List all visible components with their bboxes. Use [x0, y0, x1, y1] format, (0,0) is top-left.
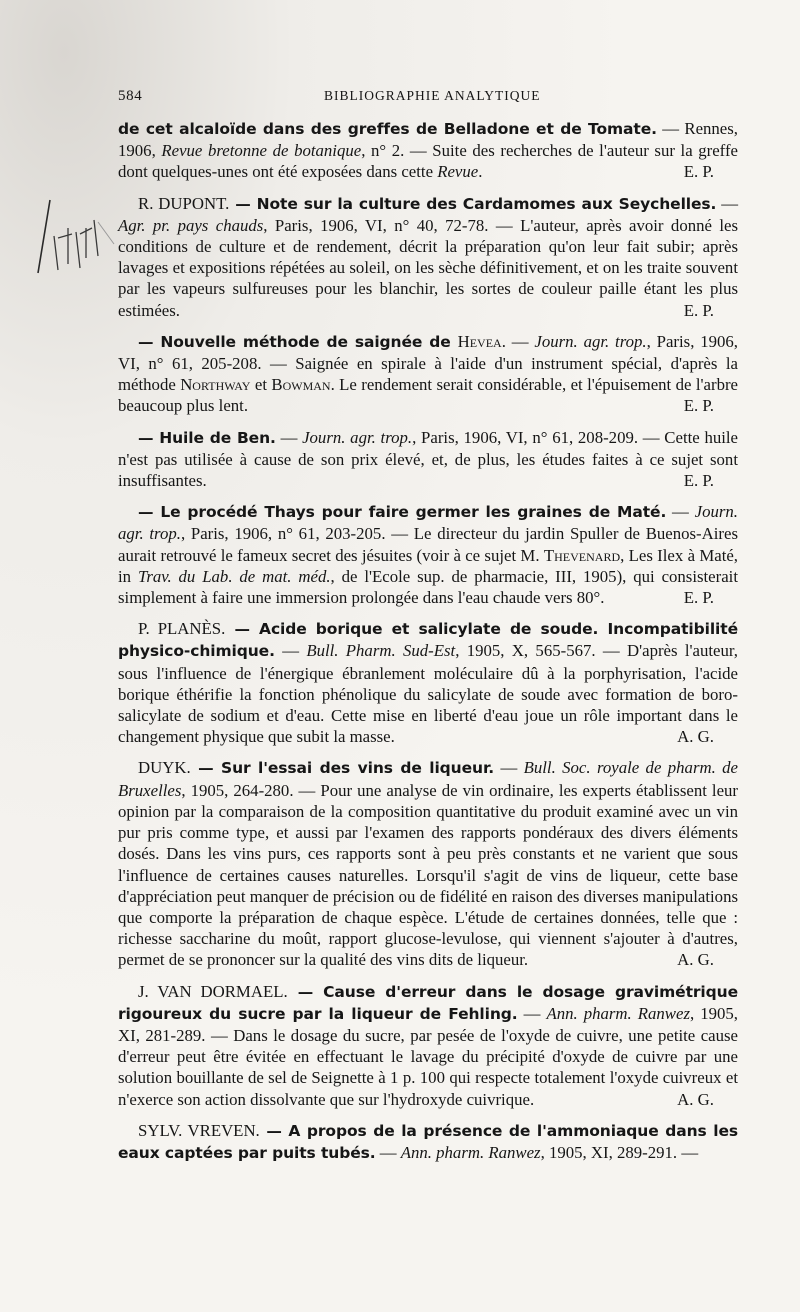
bibliography-entry: SYLV. VREVEN. — A propos de la présence de l'ammoniaque dans les eaux captées par puits tubés. — Ann. pharm. Ranwez, 1905, XI, 289-291. —: [118, 1120, 739, 1162]
entry-author: SYLV. VREVEN.: [138, 1120, 260, 1140]
journal-name: Bull. Pharm. Sud-Est: [306, 641, 456, 661]
bibliography-entry: de cet alcaloïde dans des greffes de Belladone et de Tomate. — Rennes, 1906, Revue bretonne de botanique, n° 2. — Suite des recherches de l'auteur sur la greffe dont quelques-unes ont été exposées dans cette Revue. E. P.: [118, 119, 739, 182]
reviewer-initials: E. P.: [683, 588, 714, 608]
journal-name: Journ. agr. trop.: [534, 331, 647, 351]
journal-name: Revue bretonne de botanique: [161, 141, 362, 161]
entry-title: — Acide borique et salicylate de soude. Incompatibilité physico-chimique.: [118, 620, 738, 661]
entry-author: J. VAN DORMAEL.: [138, 981, 288, 1001]
bibliography-entry: P. PLANÈS. — Acide borique et salicylate de soude. Incompatibilité physico-chimique. — Bull. Pharm. Sud-Est, 1905, X, 565-567. — D'après l'auteur, sous l'influence de l'énergique ébranlement moléculaire dû à la porphyrisation, l'acide borique éthérifie la fonction phénolique du salicylate de soude avec formation de boro-salicylate de sodium et d'eau. Cette mise en liberté d'eau joue un rôle important dans le changement physique que subit la masse. A. G.: [118, 619, 738, 747]
bibliography-entry: — Nouvelle méthode de saignée de Hevea. — Journ. agr. trop., Paris, 1906, VI, n° 61, 205-208. — Saignée en spirale à l'aide d'un instrument spécial, d'après la méthode Northway et Bowman. Le rendement serait considérable, et l'épuisement de l'arbre beaucoup plus lent. E. P.: [118, 331, 738, 416]
reviewer-initials: E. P.: [683, 300, 714, 320]
journal-name: Journ. agr. trop.: [302, 427, 413, 447]
bibliography-entry: R. DUPONT. — Note sur la culture des Cardamomes aux Seychelles. — Agr. pr. pays chauds, Paris, 1906, VI, n° 40, 72-78. — L'auteur, après avoir donné les conditions de culture et de rendement, décrit la préparation qu'on leur fait subir; après lavages et expositions répétées au soleil, on les sèche définitivement, et on les traite souvent par les vapeurs sulfureuses pour les blanchir, les sortes de couleur paille étant les plus estimées. E. P.: [118, 193, 739, 320]
entry-author: R. DUPONT.: [138, 193, 230, 213]
entry-author: P. PLANÈS.: [138, 619, 226, 639]
page-number: 584: [118, 88, 143, 104]
journal-name: Bull. Soc. royale de pharm. de Bruxelles: [118, 758, 739, 800]
bibliography-body: [118, 118, 738, 1174]
reviewer-initials: E. P.: [683, 162, 714, 182]
entry-title: de cet alcaloïde dans des greffes de Belladone et de Tomate.: [118, 120, 657, 138]
bibliography-entry: J. VAN DORMAEL. — Cause d'erreur dans le dosage gravimétrique rigoureux du sucre par la liqueur de Fehling. — Ann. pharm. Ranwez, 1905, XI, 281-289. — Dans le dosage du sucre, par pesée de l'oxyde de cuivre, une petite cause d'erreur peut être évitée en effectuant le lavage du précipité d'oxyde de cuivre par une solution bouillante de sel de Seignette à 1 p. 100 qui respecte totalement l'oxyde cuivreux et n'exerce son action dissolvante que sur l'hydroxyde cuivrique. A. G.: [118, 981, 738, 1109]
reviewer-initials: A. G.: [677, 950, 714, 970]
entry-title: — Nouvelle méthode de saignée de: [138, 332, 458, 351]
running-title: BIBLIOGRAPHIE ANALYTIQUE: [324, 88, 541, 103]
entry-title: — Sur l'essai des vins de liqueur.: [190, 759, 495, 778]
journal-name: Journ. agr. trop.: [118, 502, 738, 544]
bibliography-entry: — Le procédé Thays pour faire germer les graines de Maté. — Journ. agr. trop., Paris, 1906, n° 61, 203-205. — Le directeur du jardin Spuller de Buenos-Aires aurait retrouvé le fameux secret des jésuites (voir à ce sujet M. Thevenard, Les Ilex à Maté, in Trav. du Lab. de mat. méd., de l'Ecole sup. de pharmacie, III, 1905), qui consisterait simplement à faire une immersion prolongée dans l'eau chaude vers 80°. E. P.: [118, 502, 739, 608]
entry-title: — Cause d'erreur dans le dosage gravimétrique rigoureux du sucre par la liqueur de Fehling.: [118, 982, 738, 1023]
journal-name: Ann. pharm. Ranwez: [546, 1003, 690, 1023]
reviewer-initials: A. G.: [677, 1089, 714, 1109]
bibliography-entry: — Huile de Ben. — Journ. agr. trop., Paris, 1906, VI, n° 61, 208-209. — Cette huile n'est pas utilisée à cause de son prix élevé, et, de plus, les études faites à ce sujet sont insuffisantes. E. P.: [118, 427, 739, 491]
handwritten-margin-mark: [28, 198, 118, 278]
page-header: [118, 84, 738, 108]
entry-title: — A propos de la présence de l'ammoniaque dans les eaux captées par puits tubés.: [118, 1121, 739, 1162]
reviewer-initials: E. P.: [683, 396, 714, 416]
reviewer-initials: A. G.: [677, 727, 714, 747]
entry-title: — Le procédé Thays pour faire germer les graines de Maté.: [138, 503, 667, 522]
bibliography-entry: DUYK. — Sur l'essai des vins de liqueur. — Bull. Soc. royale de pharm. de Bruxelles, 1905, 264-280. — Pour une analyse de vin ordinaire, les experts établissent leur opinion par la comparaison de la composition quantitative du produit examiné avec un vin pur pris comme type, et aussi par l'examen des rapports pondéraux des divers éléments dosés. Dans les vins purs, ces rapports sont à peu près constants et ne varient que sous l'influence de certaines causes naturelles. Lorsqu'il s'agit de vins de liqueur, cette base d'appréciation peut manquer de précision ou de fidélité en raison des diverses manipulations que comporte la préparation de chaque espèce. L'étude de certaines données, telle que : richesse saccharine du moût, rapport glucose-levulose, qui viennent s'ajouter à d'autres, permet de se prononcer sur la qualité des vins dits de liqueur. A. G.: [118, 758, 739, 970]
entry-title: — Note sur la culture des Cardamomes aux Seychelles.: [229, 194, 717, 213]
reviewer-initials: E. P.: [683, 471, 714, 491]
entry-author: DUYK.: [138, 758, 191, 778]
entry-title: — Huile de Ben.: [138, 428, 276, 447]
journal-name: Agr. pr. pays chauds: [118, 215, 264, 235]
journal-name: Ann. pharm. Ranwez: [400, 1142, 541, 1162]
